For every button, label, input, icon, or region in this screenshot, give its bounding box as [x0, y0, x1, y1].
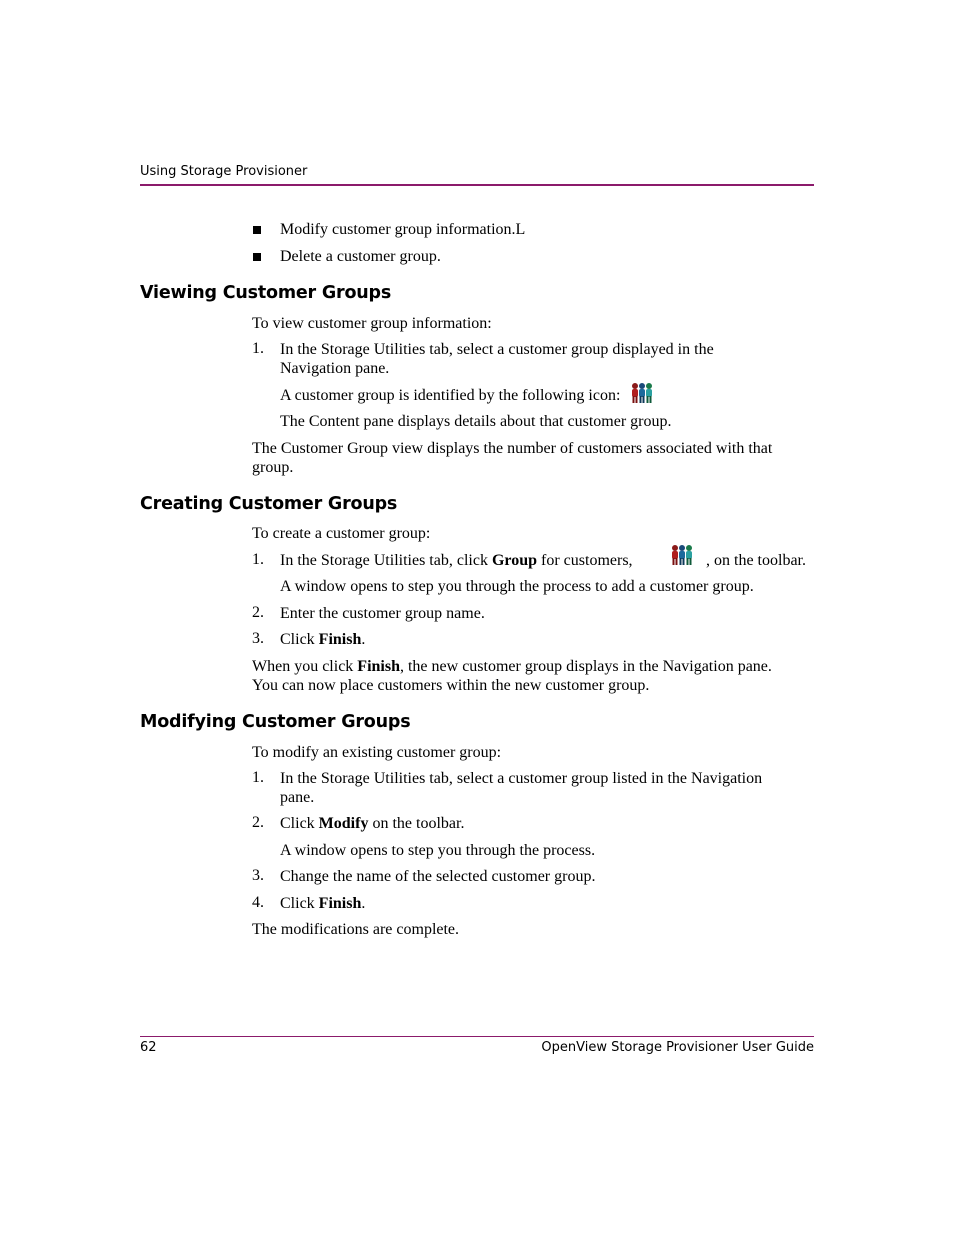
page-number: 62 [140, 1040, 157, 1055]
step-number: 3. [252, 630, 264, 647]
ui-term: Finish [318, 631, 362, 648]
customer-group-icon [628, 382, 656, 404]
step-text-part: In the Storage Utilities tab, click [280, 552, 492, 569]
step-text: Change the name of the selected customer group. [280, 868, 596, 885]
step-text: , on the toolbar. [706, 552, 806, 569]
footer-guide-title: OpenView Storage Provisioner User Guide [541, 1040, 814, 1055]
section-summary: The Customer Group view displays the number of customers associated with that [252, 440, 773, 457]
ui-term: Modify [318, 815, 369, 832]
section-lead: To create a customer group: [252, 525, 431, 542]
step-text-part: . [361, 895, 366, 912]
step-text-part: Click [280, 631, 319, 648]
bullet-item: Modify customer group information.L [280, 221, 526, 238]
step-note [280, 386, 656, 405]
step-text: In the Storage Utilities tab, select a customer group displayed in the [280, 341, 714, 358]
footer-rule [140, 1036, 814, 1037]
step-text-part: Click [280, 815, 319, 832]
section-lead: To view customer group information: [252, 315, 492, 332]
step-number: 2. [252, 604, 264, 621]
section-heading-viewing: Viewing Customer Groups [140, 283, 392, 303]
section-heading-modifying: Modifying Customer Groups [140, 712, 411, 732]
section-heading-creating: Creating Customer Groups [140, 494, 398, 514]
step-number: 1. [252, 340, 264, 357]
step-text: In the Storage Utilities tab, select a customer group listed in the Navigation [280, 770, 763, 787]
summary-part: , the new customer group displays in the Navigation pane. [399, 658, 772, 675]
icon-note-text: A customer group is identified by the following icon: [280, 387, 621, 404]
step-text [280, 814, 464, 833]
section-summary: The modifications are complete. [252, 921, 460, 938]
step-text: Enter the customer group name. [280, 605, 485, 622]
step-number: 4. [252, 894, 264, 911]
section-summary: group. [252, 459, 294, 476]
section-lead: To modify an existing customer group: [252, 744, 502, 761]
ui-term: Finish [318, 895, 362, 912]
ui-term: Group [491, 552, 538, 569]
step-text: pane. [280, 789, 315, 806]
bullet-marker [253, 253, 261, 261]
step-text-part: on the toolbar. [368, 815, 465, 832]
step-text-part: . [361, 631, 366, 648]
step-note: A window opens to step you through the process to add a customer group. [280, 578, 754, 595]
step-text-part: for customers, [537, 552, 633, 569]
running-header: Using Storage Provisioner [140, 164, 308, 179]
customer-group-icon [668, 544, 696, 566]
step-note: A window opens to step you through the process. [280, 842, 596, 859]
step-text [280, 630, 365, 649]
bullet-item: Delete a customer group. [280, 248, 441, 265]
step-number: 1. [252, 769, 264, 786]
step-number: 3. [252, 867, 264, 884]
step-text [280, 551, 633, 570]
step-text: Navigation pane. [280, 360, 390, 377]
header-rule [140, 184, 814, 186]
bullet-marker [253, 226, 261, 234]
step-text [280, 894, 365, 913]
section-summary [252, 657, 772, 676]
ui-term: Finish [357, 658, 400, 675]
step-number: 2. [252, 814, 264, 831]
summary-part: When you click [252, 658, 358, 675]
step-text-part: Click [280, 895, 319, 912]
step-number: 1. [252, 551, 264, 568]
section-summary: You can now place customers within the new customer group. [252, 677, 650, 694]
step-note: The Content pane displays details about that customer group. [280, 413, 672, 430]
